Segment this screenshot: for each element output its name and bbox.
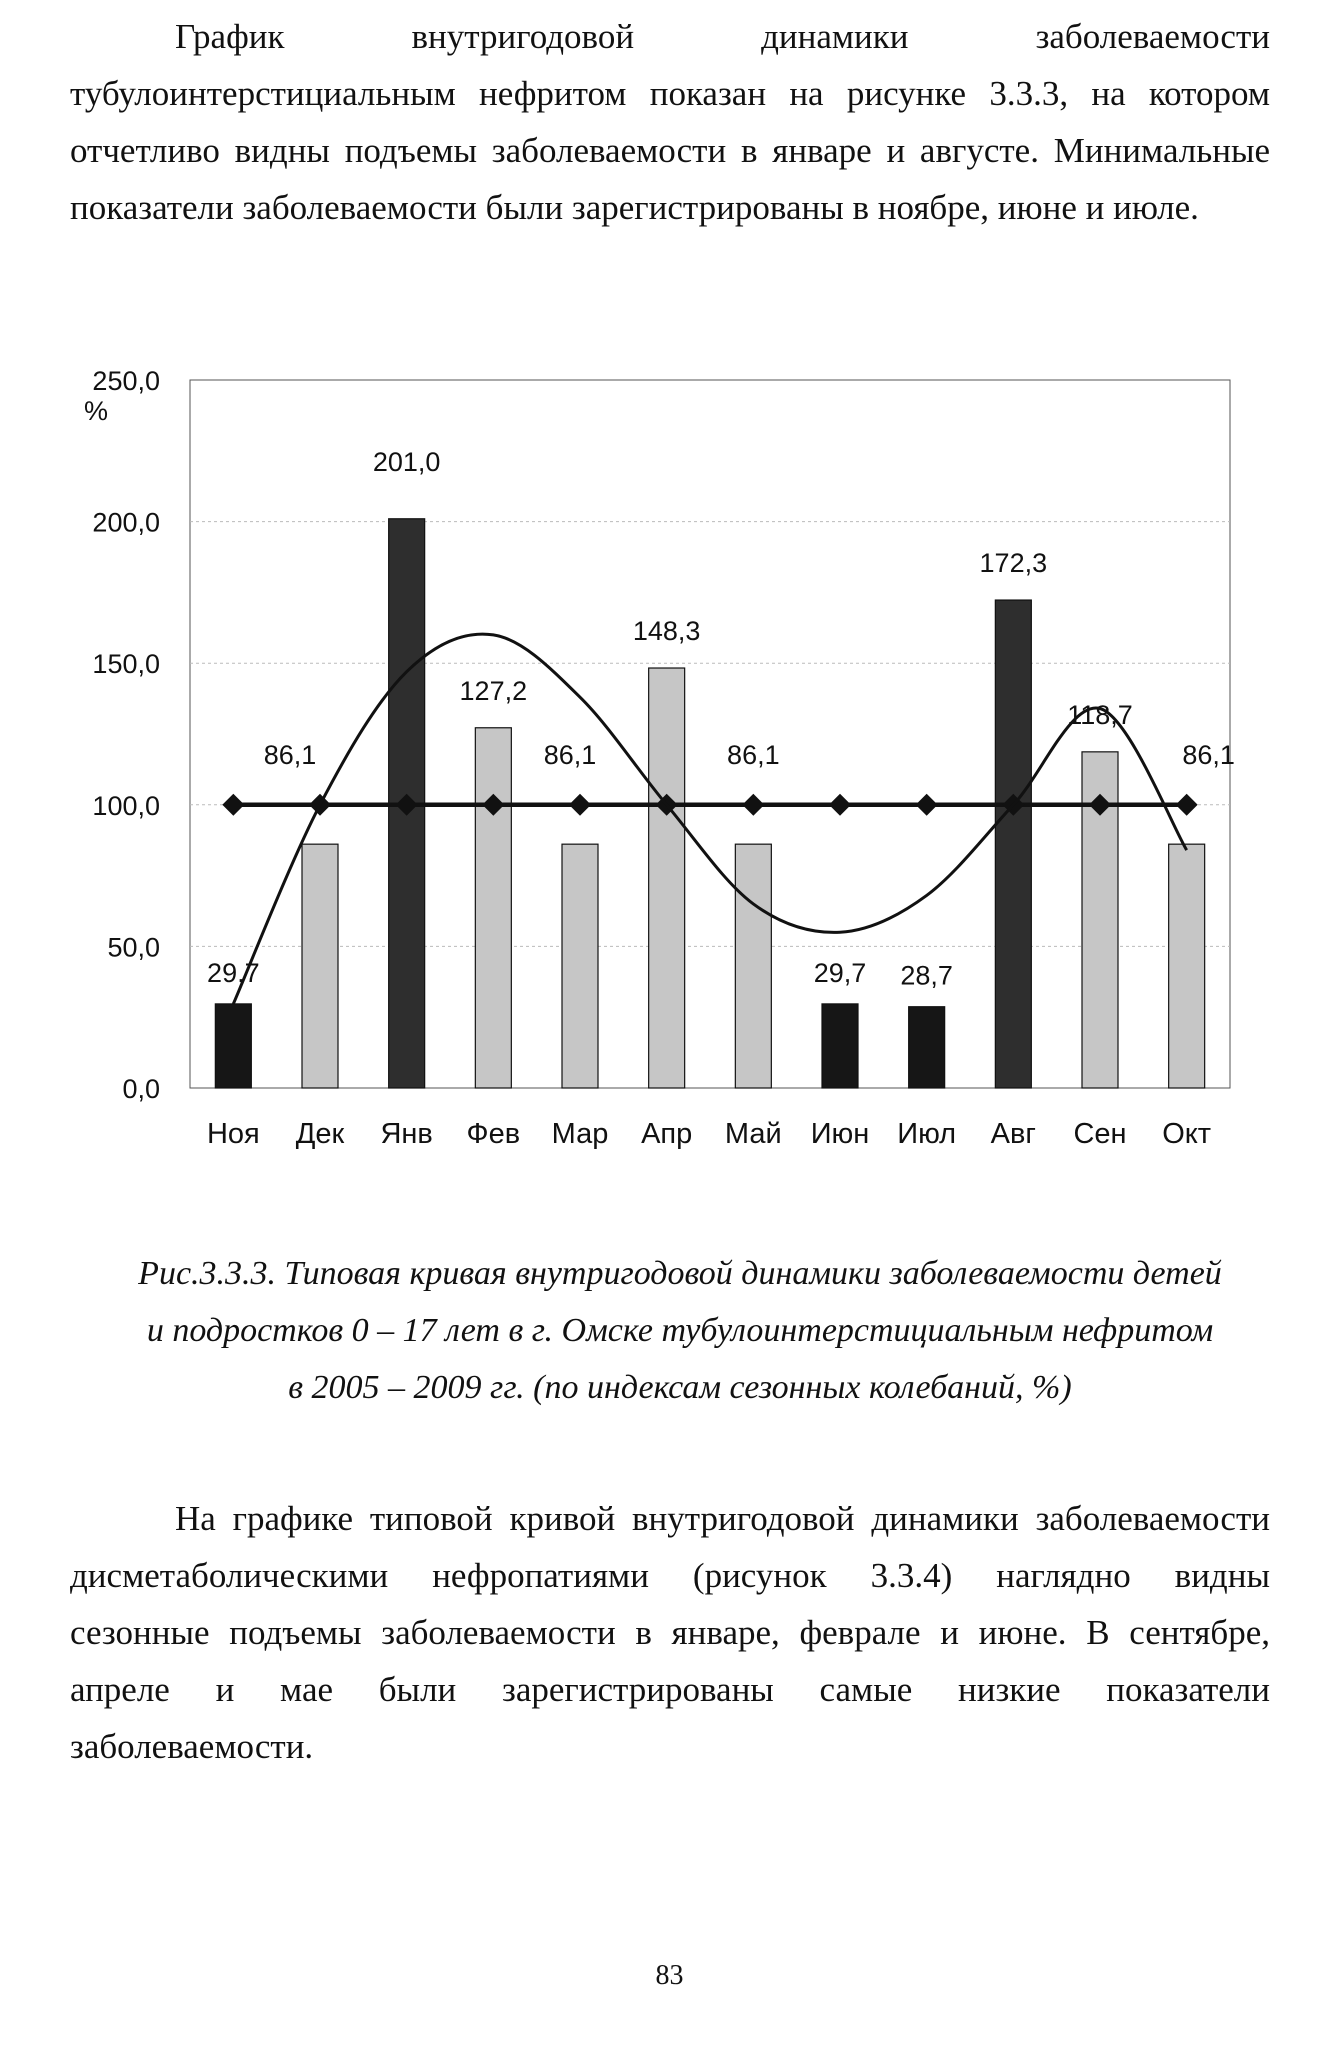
x-tick-label: Мар: [551, 1118, 609, 1150]
data-labels: [207, 447, 1235, 991]
y-tick-label: 50,0: [107, 932, 160, 963]
data-label: 201,0: [372, 446, 441, 477]
paragraph-1-line: тубулоинтерстициальным нефритом показан на рисунке 3.3.3, на котором: [70, 74, 1270, 113]
paragraph-1-line: отчетливо видны подъемы заболеваемости в январе и августе. Минимальные: [70, 131, 1270, 170]
baseline-marker: [1176, 794, 1198, 816]
data-label: 86,1: [263, 740, 317, 771]
paragraph-1-line: График внутригодовой динамики заболеваемости: [175, 17, 1270, 56]
bar: [1169, 844, 1205, 1088]
data-label: 86,1: [543, 740, 597, 771]
baseline-marker: [916, 794, 938, 816]
paragraph-2-line: дисметаболическими нефропатиями (рисунок 3.3.4) наглядно видны: [70, 1556, 1270, 1595]
data-label: 172,3: [979, 548, 1048, 579]
y-axis: [92, 366, 160, 1104]
y-tick-label: 0,0: [122, 1074, 160, 1104]
x-tick-label: Авг: [990, 1118, 1036, 1150]
caption-line: в 2005 – 2009 гг. (по индексам сезонных колебаний, %): [288, 1369, 1072, 1406]
y-axis-unit: %: [84, 396, 109, 426]
bar: [995, 600, 1031, 1088]
grid-lines: [190, 522, 1230, 947]
data-label: 29,7: [207, 957, 260, 988]
seasonal-chart: [0, 340, 1339, 1190]
x-tick-label: Дек: [295, 1118, 345, 1150]
trend-curve-path: [233, 634, 1186, 1004]
x-tick-label: Сен: [1073, 1118, 1127, 1150]
x-tick-label: Окт: [1162, 1118, 1212, 1150]
bar: [215, 1004, 251, 1088]
bar: [909, 1007, 945, 1088]
data-label: 86,1: [1182, 740, 1235, 771]
x-tick-label: Ноя: [206, 1118, 260, 1150]
baseline-marker: [222, 794, 244, 816]
baseline-marker: [569, 794, 591, 816]
data-label: 148,3: [632, 616, 701, 647]
y-tick-label: 150,0: [92, 649, 160, 680]
trend-curve: [233, 634, 1186, 1004]
data-label: 86,1: [727, 740, 780, 771]
paragraph-1-line: показатели заболеваемости были зарегистрированы в ноябре, июне и июле.: [70, 188, 1199, 227]
bar: [735, 844, 771, 1088]
paragraph-2-line: На графике типовой кривой внутригодовой динамики заболеваемости: [175, 1499, 1270, 1538]
y-tick-label: 250,0: [92, 366, 160, 396]
bar: [562, 844, 598, 1088]
x-tick-label: Апр: [641, 1118, 693, 1150]
x-tick-label: Янв: [380, 1118, 433, 1150]
paragraph-2-line: сезонные подъемы заболеваемости в январе, феврале и июне. В сентябре,: [70, 1613, 1270, 1652]
x-tick-label: Июл: [897, 1118, 957, 1150]
figure-caption: [100, 1245, 1260, 1416]
bar: [475, 728, 511, 1088]
caption-line: и подростков 0 – 17 лет в г. Омске тубулоинтерстициальным нефритом: [146, 1312, 1214, 1349]
x-axis: [207, 1118, 1211, 1150]
y-tick-label: 200,0: [92, 507, 160, 538]
x-tick-label: Июн: [810, 1118, 870, 1150]
bar: [822, 1004, 858, 1088]
baseline-marker: [829, 794, 851, 816]
bar: [649, 668, 685, 1088]
page-number: 83: [655, 1960, 684, 1991]
x-tick-label: Май: [724, 1118, 782, 1150]
data-label: 127,2: [459, 675, 528, 706]
data-label: 28,7: [900, 960, 953, 991]
paragraph-1: [70, 8, 1270, 236]
paragraph-2-line: апреле и мае были зарегистрированы самые низкие показатели: [70, 1670, 1270, 1709]
plot-area: [190, 380, 1230, 1088]
data-label: 118,7: [1067, 699, 1133, 730]
x-tick-label: Фев: [466, 1118, 521, 1150]
y-tick-label: 100,0: [92, 790, 160, 821]
baseline-marker: [742, 794, 764, 816]
paragraph-2-line: заболеваемости.: [70, 1727, 314, 1766]
bar: [302, 844, 338, 1088]
baseline-series: [222, 794, 1197, 816]
paragraph-2: [70, 1490, 1270, 1775]
data-label: 29,7: [813, 957, 867, 988]
caption-line: Рис.3.3.3. Типовая кривая внутригодовой динамики заболеваемости детей: [138, 1255, 1222, 1292]
